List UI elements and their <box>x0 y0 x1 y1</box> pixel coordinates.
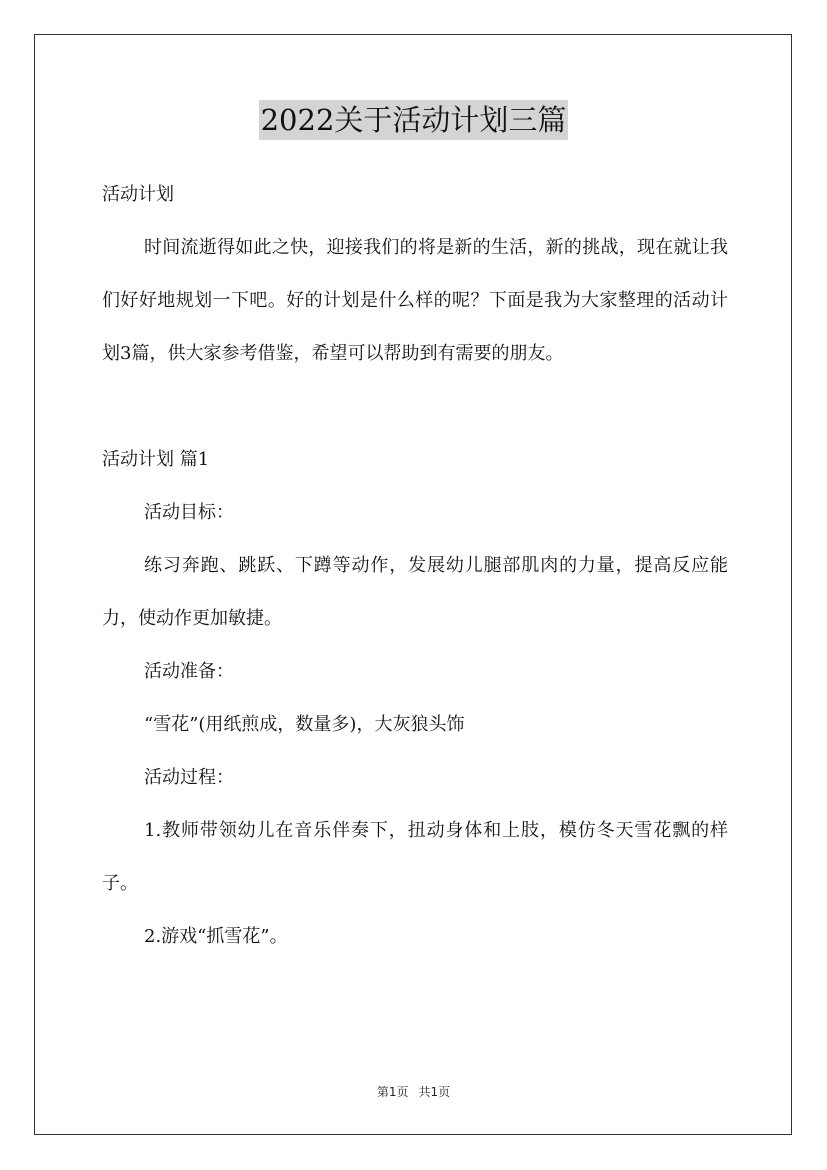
document-body <box>102 168 728 963</box>
process-heading: 活动过程： <box>144 767 234 788</box>
step-1: 1.教师带领幼儿在音乐伴奏下，扭动身体和上肢，模仿冬天雪花飘的样子。 <box>102 820 728 894</box>
step-2: 2.游戏“抓雪花”。 <box>144 926 288 947</box>
page-number-total: 共1页 <box>418 1085 451 1099</box>
document-title: 2022关于活动计划三篇 <box>259 100 569 140</box>
section-label: 活动计划 <box>102 184 174 205</box>
paragraph-gap <box>102 380 728 433</box>
page-number-current: 第1页 <box>376 1085 409 1099</box>
prep-heading: 活动准备： <box>144 661 234 682</box>
page-footer <box>0 1083 827 1101</box>
goal-text: 练习奔跑、跳跃、下蹲等动作，发展幼儿腿部肌肉的力量，提高反应能力，使动作更加敏捷。 <box>102 555 728 629</box>
prep-text: “雪花”(用纸煎成，数量多)，大灰狼头饰 <box>144 714 465 735</box>
title-container <box>0 100 827 140</box>
intro-paragraph: 时间流逝得如此之快，迎接我们的将是新的生活，新的挑战，现在就让我们好好地规划一下吧。好的计划是什么样的呢？下面是我为大家整理的活动计划3篇，供大家参考借鉴，希望可以帮助到有需要的朋友。 <box>102 237 728 364</box>
part1-heading: 活动计划 篇1 <box>102 449 210 470</box>
goal-heading: 活动目标： <box>144 502 234 523</box>
